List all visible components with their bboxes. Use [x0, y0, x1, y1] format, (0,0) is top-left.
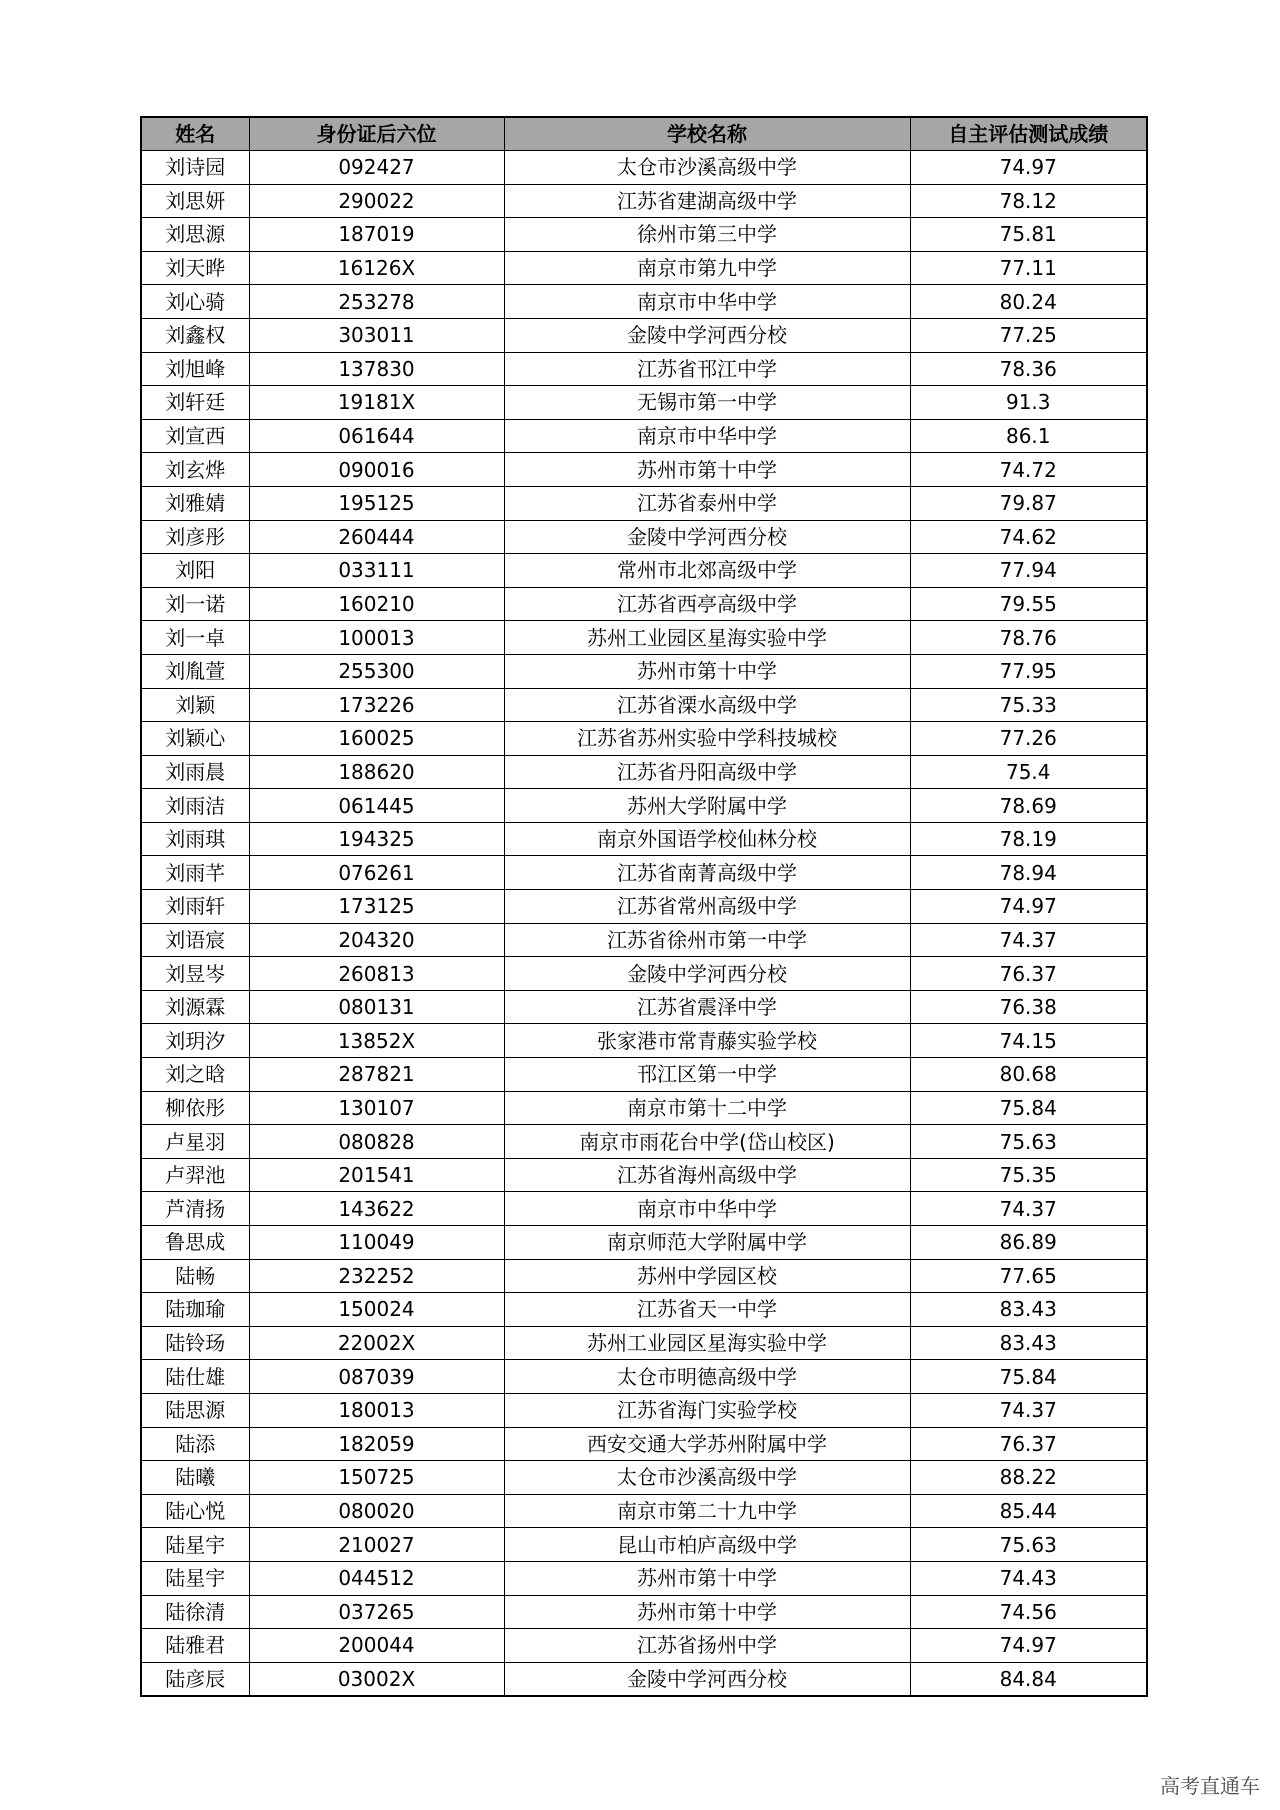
- table-row: [141, 1024, 1147, 1058]
- cell-name: 刘轩廷: [141, 386, 249, 420]
- cell-name: 卢羿池: [141, 1158, 249, 1192]
- cell-id-last-six: 180013: [249, 1393, 504, 1427]
- cell-name: 刘阳: [141, 554, 249, 588]
- cell-id-last-six: 03002X: [249, 1662, 504, 1696]
- cell-id-last-six: 260813: [249, 957, 504, 991]
- cell-score: 74.37: [910, 1192, 1147, 1226]
- cell-id-last-six: 087039: [249, 1360, 504, 1394]
- cell-id-last-six: 160210: [249, 587, 504, 621]
- header-school: 学校名称: [504, 117, 910, 151]
- cell-school: 金陵中学河西分校: [504, 318, 910, 352]
- cell-score: 74.97: [910, 1629, 1147, 1663]
- cell-school: 江苏省南菁高级中学: [504, 856, 910, 890]
- cell-score: 77.26: [910, 722, 1147, 756]
- cell-name: 刘心骑: [141, 285, 249, 319]
- table-row: [141, 688, 1147, 722]
- cell-id-last-six: 195125: [249, 486, 504, 520]
- cell-score: 88.22: [910, 1461, 1147, 1495]
- cell-id-last-six: 232252: [249, 1259, 504, 1293]
- table-row: [141, 554, 1147, 588]
- cell-score: 77.95: [910, 654, 1147, 688]
- cell-score: 79.87: [910, 486, 1147, 520]
- cell-name: 陆徐清: [141, 1595, 249, 1629]
- score-sheet: [140, 116, 1146, 1697]
- table-row: [141, 184, 1147, 218]
- table-row: [141, 1259, 1147, 1293]
- table-row: [141, 1158, 1147, 1192]
- table-row: [141, 1326, 1147, 1360]
- cell-id-last-six: 150725: [249, 1461, 504, 1495]
- table-row: [141, 1293, 1147, 1327]
- table-row: [141, 1629, 1147, 1663]
- cell-id-last-six: 061644: [249, 419, 504, 453]
- cell-school: 常州市北郊高级中学: [504, 554, 910, 588]
- table-row: [141, 822, 1147, 856]
- cell-school: 南京市雨花台中学(岱山校区): [504, 1125, 910, 1159]
- cell-school: 金陵中学河西分校: [504, 957, 910, 991]
- cell-school: 南京市第二十九中学: [504, 1494, 910, 1528]
- cell-school: 西安交通大学苏州附属中学: [504, 1427, 910, 1461]
- cell-school: 江苏省徐州市第一中学: [504, 923, 910, 957]
- cell-id-last-six: 16126X: [249, 251, 504, 285]
- cell-score: 75.4: [910, 755, 1147, 789]
- table-row: [141, 990, 1147, 1024]
- cell-id-last-six: 080020: [249, 1494, 504, 1528]
- cell-score: 80.24: [910, 285, 1147, 319]
- table-row: [141, 1561, 1147, 1595]
- table-row: [141, 1528, 1147, 1562]
- cell-id-last-six: 160025: [249, 722, 504, 756]
- cell-score: 77.25: [910, 318, 1147, 352]
- cell-score: 74.62: [910, 520, 1147, 554]
- header-name: 姓名: [141, 117, 249, 151]
- cell-name: 刘天晔: [141, 251, 249, 285]
- table-row: [141, 520, 1147, 554]
- table-row: [141, 1125, 1147, 1159]
- cell-score: 85.44: [910, 1494, 1147, 1528]
- cell-id-last-six: 200044: [249, 1629, 504, 1663]
- cell-score: 91.3: [910, 386, 1147, 420]
- table-row: [141, 1494, 1147, 1528]
- table-row: [141, 1360, 1147, 1394]
- cell-id-last-six: 210027: [249, 1528, 504, 1562]
- cell-name: 陆添: [141, 1427, 249, 1461]
- cell-id-last-six: 092427: [249, 151, 504, 185]
- cell-id-last-six: 173125: [249, 890, 504, 924]
- cell-score: 77.11: [910, 251, 1147, 285]
- cell-id-last-six: 187019: [249, 218, 504, 252]
- cell-score: 83.43: [910, 1293, 1147, 1327]
- cell-score: 78.19: [910, 822, 1147, 856]
- cell-id-last-six: 044512: [249, 1561, 504, 1595]
- cell-name: 刘诗园: [141, 151, 249, 185]
- cell-id-last-six: 090016: [249, 453, 504, 487]
- cell-id-last-six: 110049: [249, 1226, 504, 1260]
- cell-name: 刘雨轩: [141, 890, 249, 924]
- cell-name: 刘颖心: [141, 722, 249, 756]
- cell-name: 刘鑫权: [141, 318, 249, 352]
- cell-school: 苏州市第十中学: [504, 654, 910, 688]
- cell-name: 刘源霖: [141, 990, 249, 1024]
- cell-id-last-six: 260444: [249, 520, 504, 554]
- cell-id-last-six: 150024: [249, 1293, 504, 1327]
- cell-id-last-six: 303011: [249, 318, 504, 352]
- cell-name: 刘昱岑: [141, 957, 249, 991]
- table-row: [141, 1058, 1147, 1092]
- cell-score: 80.68: [910, 1058, 1147, 1092]
- table-row: [141, 1226, 1147, 1260]
- cell-name: 刘玄烨: [141, 453, 249, 487]
- cell-score: 83.43: [910, 1326, 1147, 1360]
- cell-name: 陆曦: [141, 1461, 249, 1495]
- table-row: [141, 722, 1147, 756]
- cell-score: 84.84: [910, 1662, 1147, 1696]
- cell-school: 江苏省溧水高级中学: [504, 688, 910, 722]
- cell-name: 刘颖: [141, 688, 249, 722]
- cell-school: 苏州工业园区星海实验中学: [504, 621, 910, 655]
- cell-school: 南京市中华中学: [504, 285, 910, 319]
- cell-school: 江苏省天一中学: [504, 1293, 910, 1327]
- cell-name: 陆铃玚: [141, 1326, 249, 1360]
- cell-name: 陆思源: [141, 1393, 249, 1427]
- cell-name: 陆彦辰: [141, 1662, 249, 1696]
- cell-school: 南京外国语学校仙林分校: [504, 822, 910, 856]
- cell-school: 江苏省震泽中学: [504, 990, 910, 1024]
- cell-name: 陆星宇: [141, 1561, 249, 1595]
- table-row: [141, 621, 1147, 655]
- cell-name: 刘一诺: [141, 587, 249, 621]
- cell-school: 苏州市第十中学: [504, 1561, 910, 1595]
- cell-id-last-six: 287821: [249, 1058, 504, 1092]
- table-row: [141, 789, 1147, 823]
- cell-id-last-six: 037265: [249, 1595, 504, 1629]
- cell-score: 74.97: [910, 151, 1147, 185]
- cell-id-last-six: 143622: [249, 1192, 504, 1226]
- cell-school: 苏州大学附属中学: [504, 789, 910, 823]
- watermark-text: 高考直通车: [1160, 1774, 1260, 1798]
- cell-name: 刘语宸: [141, 923, 249, 957]
- cell-name: 陆心悦: [141, 1494, 249, 1528]
- cell-score: 75.63: [910, 1528, 1147, 1562]
- cell-school: 南京市第十二中学: [504, 1091, 910, 1125]
- cell-name: 刘之晗: [141, 1058, 249, 1092]
- cell-name: 刘旭峰: [141, 352, 249, 386]
- cell-school: 无锡市第一中学: [504, 386, 910, 420]
- cell-id-last-six: 061445: [249, 789, 504, 823]
- table-row: [141, 386, 1147, 420]
- cell-name: 刘胤萱: [141, 654, 249, 688]
- cell-score: 78.12: [910, 184, 1147, 218]
- cell-school: 江苏省邗江中学: [504, 352, 910, 386]
- table-row: [141, 654, 1147, 688]
- cell-school: 苏州市第十中学: [504, 453, 910, 487]
- cell-id-last-six: 076261: [249, 856, 504, 890]
- table-row: [141, 218, 1147, 252]
- cell-score: 74.15: [910, 1024, 1147, 1058]
- cell-score: 74.43: [910, 1561, 1147, 1595]
- table-row: [141, 923, 1147, 957]
- cell-score: 75.81: [910, 218, 1147, 252]
- cell-school: 苏州工业园区星海实验中学: [504, 1326, 910, 1360]
- cell-school: 江苏省苏州实验中学科技城校: [504, 722, 910, 756]
- cell-id-last-six: 188620: [249, 755, 504, 789]
- table-row: [141, 1461, 1147, 1495]
- cell-score: 75.63: [910, 1125, 1147, 1159]
- table-row: [141, 453, 1147, 487]
- cell-name: 陆雅君: [141, 1629, 249, 1663]
- table-row: [141, 755, 1147, 789]
- table-row: [141, 419, 1147, 453]
- cell-name: 芦清扬: [141, 1192, 249, 1226]
- cell-school: 南京市中华中学: [504, 419, 910, 453]
- cell-score: 75.84: [910, 1091, 1147, 1125]
- cell-id-last-six: 182059: [249, 1427, 504, 1461]
- cell-name: 陆仕雄: [141, 1360, 249, 1394]
- cell-id-last-six: 22002X: [249, 1326, 504, 1360]
- table-row: [141, 1192, 1147, 1226]
- cell-school: 苏州中学园区校: [504, 1259, 910, 1293]
- cell-id-last-six: 255300: [249, 654, 504, 688]
- cell-score: 77.65: [910, 1259, 1147, 1293]
- cell-school: 江苏省建湖高级中学: [504, 184, 910, 218]
- cell-school: 江苏省海州高级中学: [504, 1158, 910, 1192]
- cell-name: 刘一卓: [141, 621, 249, 655]
- cell-school: 昆山市柏庐高级中学: [504, 1528, 910, 1562]
- cell-id-last-six: 204320: [249, 923, 504, 957]
- header-score: 自主评估测试成绩: [910, 117, 1147, 151]
- cell-score: 78.76: [910, 621, 1147, 655]
- cell-score: 74.56: [910, 1595, 1147, 1629]
- cell-id-last-six: 13852X: [249, 1024, 504, 1058]
- cell-school: 南京市中华中学: [504, 1192, 910, 1226]
- cell-id-last-six: 19181X: [249, 386, 504, 420]
- cell-id-last-six: 253278: [249, 285, 504, 319]
- table-row: [141, 285, 1147, 319]
- cell-school: 张家港市常青藤实验学校: [504, 1024, 910, 1058]
- cell-id-last-six: 080131: [249, 990, 504, 1024]
- cell-name: 刘思妍: [141, 184, 249, 218]
- cell-name: 柳依彤: [141, 1091, 249, 1125]
- cell-score: 74.72: [910, 453, 1147, 487]
- cell-name: 卢星羽: [141, 1125, 249, 1159]
- cell-id-last-six: 080828: [249, 1125, 504, 1159]
- cell-school: 太仓市沙溪高级中学: [504, 151, 910, 185]
- table-row: [141, 1595, 1147, 1629]
- score-table: [140, 116, 1148, 1697]
- cell-score: 78.94: [910, 856, 1147, 890]
- cell-score: 86.1: [910, 419, 1147, 453]
- cell-score: 78.69: [910, 789, 1147, 823]
- cell-name: 刘雨琪: [141, 822, 249, 856]
- cell-school: 徐州市第三中学: [504, 218, 910, 252]
- cell-school: 南京师范大学附属中学: [504, 1226, 910, 1260]
- cell-score: 86.89: [910, 1226, 1147, 1260]
- cell-school: 苏州市第十中学: [504, 1595, 910, 1629]
- cell-score: 76.38: [910, 990, 1147, 1024]
- cell-school: 金陵中学河西分校: [504, 1662, 910, 1696]
- cell-name: 刘思源: [141, 218, 249, 252]
- cell-name: 刘宣西: [141, 419, 249, 453]
- table-row: [141, 890, 1147, 924]
- cell-school: 太仓市明德高级中学: [504, 1360, 910, 1394]
- table-row: [141, 1091, 1147, 1125]
- cell-school: 江苏省泰州中学: [504, 486, 910, 520]
- cell-score: 75.33: [910, 688, 1147, 722]
- cell-school: 南京市第九中学: [504, 251, 910, 285]
- cell-school: 江苏省扬州中学: [504, 1629, 910, 1663]
- cell-name: 鲁思成: [141, 1226, 249, 1260]
- header-row: [141, 117, 1147, 151]
- cell-school: 江苏省丹阳高级中学: [504, 755, 910, 789]
- cell-name: 刘玥汐: [141, 1024, 249, 1058]
- cell-id-last-six: 201541: [249, 1158, 504, 1192]
- table-body: [141, 151, 1147, 1697]
- cell-name: 刘彦彤: [141, 520, 249, 554]
- table-row: [141, 957, 1147, 991]
- cell-score: 74.37: [910, 923, 1147, 957]
- cell-id-last-six: 173226: [249, 688, 504, 722]
- table-row: [141, 1662, 1147, 1696]
- table-row: [141, 318, 1147, 352]
- cell-id-last-six: 290022: [249, 184, 504, 218]
- cell-score: 74.37: [910, 1393, 1147, 1427]
- table-row: [141, 856, 1147, 890]
- cell-name: 陆星宇: [141, 1528, 249, 1562]
- cell-school: 江苏省常州高级中学: [504, 890, 910, 924]
- cell-id-last-six: 137830: [249, 352, 504, 386]
- cell-school: 江苏省西亭高级中学: [504, 587, 910, 621]
- cell-id-last-six: 194325: [249, 822, 504, 856]
- cell-score: 77.94: [910, 554, 1147, 588]
- cell-name: 刘雅婧: [141, 486, 249, 520]
- cell-id-last-six: 033111: [249, 554, 504, 588]
- cell-school: 邗江区第一中学: [504, 1058, 910, 1092]
- header-id-last-six: 身份证后六位: [249, 117, 504, 151]
- cell-score: 75.35: [910, 1158, 1147, 1192]
- cell-name: 刘雨晨: [141, 755, 249, 789]
- cell-score: 78.36: [910, 352, 1147, 386]
- cell-school: 江苏省海门实验学校: [504, 1393, 910, 1427]
- cell-score: 75.84: [910, 1360, 1147, 1394]
- cell-score: 76.37: [910, 957, 1147, 991]
- cell-score: 76.37: [910, 1427, 1147, 1461]
- table-header: [141, 117, 1147, 151]
- table-row: [141, 587, 1147, 621]
- cell-id-last-six: 130107: [249, 1091, 504, 1125]
- table-row: [141, 1427, 1147, 1461]
- cell-score: 79.55: [910, 587, 1147, 621]
- table-row: [141, 352, 1147, 386]
- table-row: [141, 1393, 1147, 1427]
- cell-name: 刘雨洁: [141, 789, 249, 823]
- table-row: [141, 251, 1147, 285]
- cell-name: 陆畅: [141, 1259, 249, 1293]
- table-row: [141, 151, 1147, 185]
- cell-name: 陆珈瑜: [141, 1293, 249, 1327]
- cell-id-last-six: 100013: [249, 621, 504, 655]
- cell-school: 金陵中学河西分校: [504, 520, 910, 554]
- table-row: [141, 486, 1147, 520]
- cell-score: 74.97: [910, 890, 1147, 924]
- cell-school: 太仓市沙溪高级中学: [504, 1461, 910, 1495]
- cell-name: 刘雨芊: [141, 856, 249, 890]
